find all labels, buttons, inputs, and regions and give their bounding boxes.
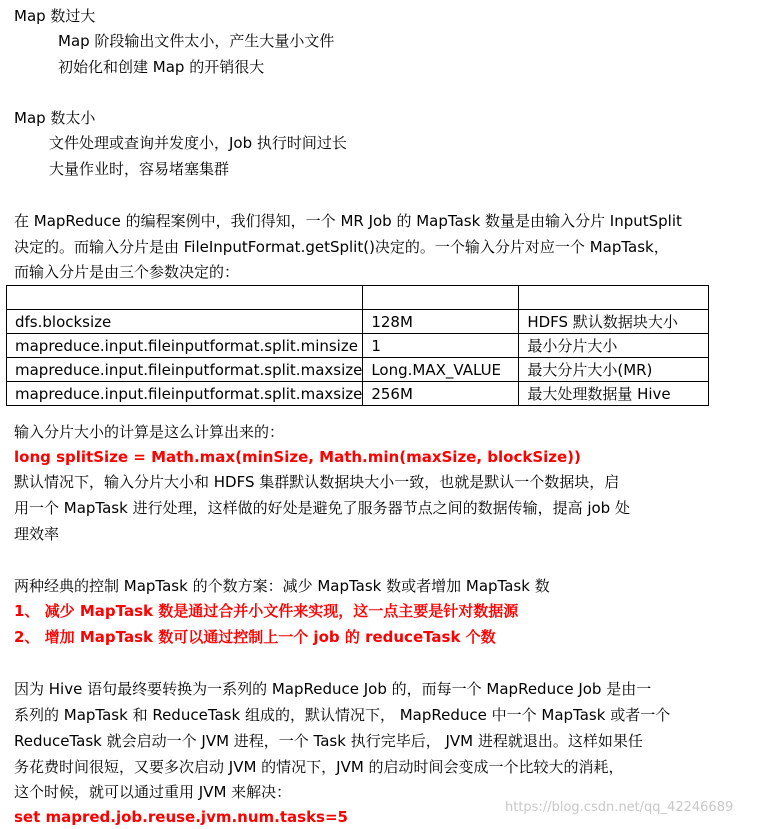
table-cell-desc: 最大处理数据量 Hive xyxy=(519,382,709,406)
watermark-text: https://blog.csdn.net/qq_42246689 xyxy=(505,800,734,815)
calc-intro-text: 输入分片大小的计算是这么计算出来的： xyxy=(14,423,285,441)
table-cell-desc: HDFS 默认数据块大小 xyxy=(519,310,709,334)
table-row xyxy=(7,310,709,334)
section-map-too-many-item: Map 阶段输出文件太小，产生大量小文件 xyxy=(58,32,335,50)
table-cell-param: mapreduce.input.fileinputformat.split.minsize xyxy=(7,334,363,358)
section-map-too-few-item: 大量作业时，容易堵塞集群 xyxy=(49,160,230,178)
table-header-row xyxy=(7,286,709,310)
table-cell-value: 128M xyxy=(363,310,519,334)
jvm-paragraph-line: 因为 Hive 语句最终要转换为一系列的 MapReduce Job 的，而每一个 MapReduce Job 是由一 xyxy=(14,680,652,698)
jvm-paragraph-line: 这个时候，就可以通过重用 JVM 来解决： xyxy=(14,783,292,801)
jvm-paragraph-line: ReduceTask 就会启动一个 JVM 进程，一个 Task 执行完毕后， JVM 进程就退出。这样如果任 xyxy=(14,732,643,750)
table-cell xyxy=(519,286,709,310)
table-cell xyxy=(7,286,363,310)
schemes-intro-text: 两种经典的控制 MapTask 的个数方案：减少 MapTask 数或者增加 MapTask 数 xyxy=(14,577,550,595)
table-cell-desc: 最小分片大小 xyxy=(519,334,709,358)
scheme-item: 1、 减少 MapTask 数是通过合并小文件来实现，这一点主要是针对数据源 xyxy=(14,602,519,620)
jvm-paragraph-line: 系列的 MapTask 和 ReduceTask 组成的，默认情况下， MapReduce 中一个 MapTask 或者一个 xyxy=(14,706,671,724)
section-map-too-many-item: 初始化和创建 Map 的开销很大 xyxy=(58,58,265,76)
table-row xyxy=(7,382,709,406)
intro-paragraph-line: 决定的。而输入分片是由 FileInputFormat.getSplit()决定的。一个输入分片对应一个 MapTask， xyxy=(14,238,669,256)
table-cell-value: Long.MAX_VALUE xyxy=(363,358,519,382)
table-cell-param: mapreduce.input.fileinputformat.split.maxsize xyxy=(7,382,363,406)
table-cell xyxy=(363,286,519,310)
intro-paragraph-line: 而输入分片是由三个参数决定的： xyxy=(14,263,240,281)
table-cell-value: 1 xyxy=(363,334,519,358)
table-row xyxy=(7,334,709,358)
default-paragraph-line: 理效率 xyxy=(14,525,60,543)
table-row xyxy=(7,358,709,382)
default-paragraph-line: 用一个 MapTask 进行处理，这样做的好处是避免了服务器节点之间的数据传输，提高 job 处 xyxy=(14,499,630,517)
table-cell-param: dfs.blocksize xyxy=(7,310,363,334)
table-cell-desc: 最大分片大小(MR) xyxy=(519,358,709,382)
table-cell-value: 256M xyxy=(363,382,519,406)
jvm-paragraph-line: 务花费时间很短，又要多次启动 JVM 的情况下，JVM 的启动时间会变成一个比较大的消耗， xyxy=(14,758,624,776)
section-map-too-few-item: 文件处理或查询并发度小，Job 执行时间过长 xyxy=(49,134,347,152)
section-map-too-many-title: Map 数过大 xyxy=(14,7,96,25)
jvm-reuse-setting: set mapred.job.reuse.jvm.num.tasks=5 xyxy=(14,808,348,826)
parameter-table xyxy=(6,285,709,406)
intro-paragraph-line: 在 MapReduce 的编程案例中，我们得知，一个 MR Job 的 MapTask 数量是由输入分片 InputSplit xyxy=(14,212,682,230)
scheme-item: 2、 增加 MapTask 数可以通过控制上一个 job 的 reduceTask 个数 xyxy=(14,628,496,646)
split-size-formula: long splitSize = Math.max(minSize, Math.min(maxSize, blockSize)) xyxy=(14,448,581,466)
default-paragraph-line: 默认情况下，输入分片大小和 HDFS 集群默认数据块大小一致，也就是默认一个数据块，启 xyxy=(14,473,620,491)
table-cell-param: mapreduce.input.fileinputformat.split.maxsize xyxy=(7,358,363,382)
section-map-too-few-title: Map 数太小 xyxy=(14,109,96,127)
